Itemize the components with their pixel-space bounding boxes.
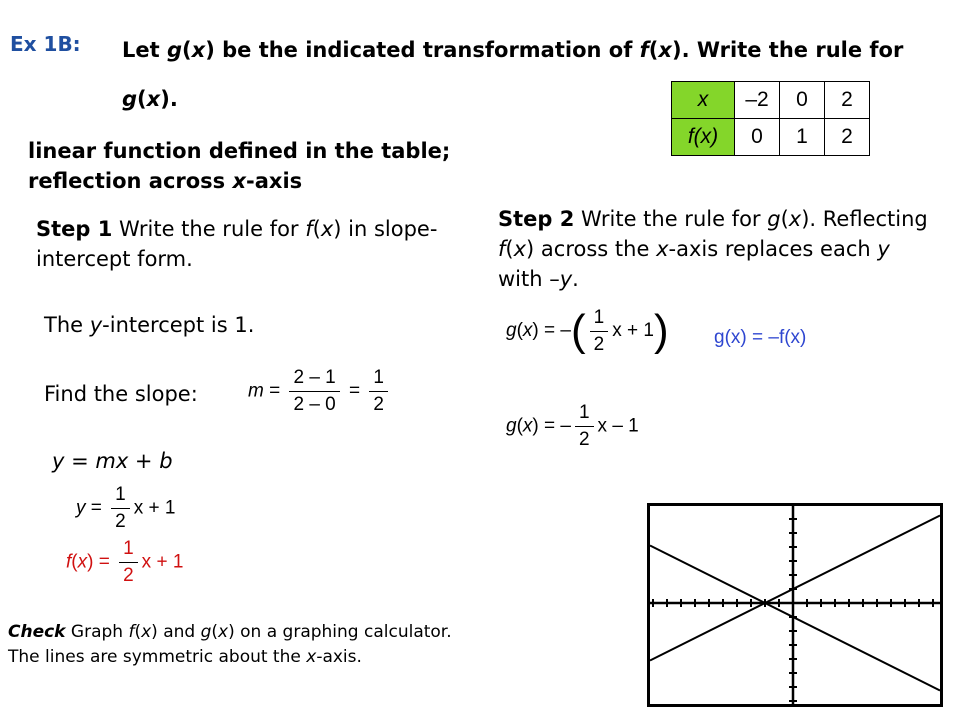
- task-line-1: linear function defined in the table;: [28, 139, 451, 163]
- step-1-text: Step 1 Write the rule for f(x) in slope-intercept form.: [36, 217, 438, 271]
- equation-g-final: g(x) = – $\frac{1}{2}$ x – 1: [506, 402, 639, 450]
- table-cell: 2: [825, 82, 870, 119]
- graph-frame: [649, 505, 942, 706]
- table-header-fx: f(x): [672, 119, 735, 156]
- table-cell: 2: [825, 119, 870, 156]
- problem-prompt: Let g(x) be the indicated transformation of f(x). Write the rule for g(x).: [122, 38, 904, 111]
- slope-label: Find the slope:: [44, 382, 198, 406]
- check-text: [8, 620, 658, 670]
- slope-equation: m = $\frac{2 - 1}{2 - 0}$ = $\frac{1}{2}$: [248, 367, 392, 416]
- table-row: [672, 82, 870, 119]
- table-cell: 0: [735, 119, 780, 156]
- task-line-2: reflection across x-axis: [28, 169, 303, 193]
- table-cell: 0: [780, 82, 825, 119]
- function-table: [671, 81, 870, 156]
- equation-f: f(x) = $\frac{1}{2}$ x + 1: [66, 538, 184, 586]
- table-header-x: x: [672, 82, 735, 119]
- equation-g-step: g(x) = –( $\frac{1}{2}$ x + 1): [506, 306, 669, 355]
- reflection-note: g(x) = –f(x): [714, 327, 807, 348]
- calculator-graph: [647, 503, 943, 707]
- check-line-1: Check Graph f(x) and g(x) on a graphing calculator.: [8, 622, 452, 642]
- step-2-text: Step 2 Write the rule for g(x). Reflecting f(x) across the x-axis replaces each y with –y.: [498, 207, 928, 291]
- example-label: Ex 1B:: [10, 32, 81, 56]
- table-row: [672, 119, 870, 156]
- y-intercept-text: The y-intercept is 1.: [44, 313, 255, 337]
- equation-y: y = $\frac{1}{2}$ x + 1: [76, 484, 176, 532]
- table-cell: 1: [780, 119, 825, 156]
- task-description: [28, 136, 450, 196]
- slope-intercept-form: y = mx + b: [52, 449, 173, 473]
- table-cell: –2: [735, 82, 780, 119]
- check-line-2: The lines are symmetric about the x-axis.: [8, 647, 362, 667]
